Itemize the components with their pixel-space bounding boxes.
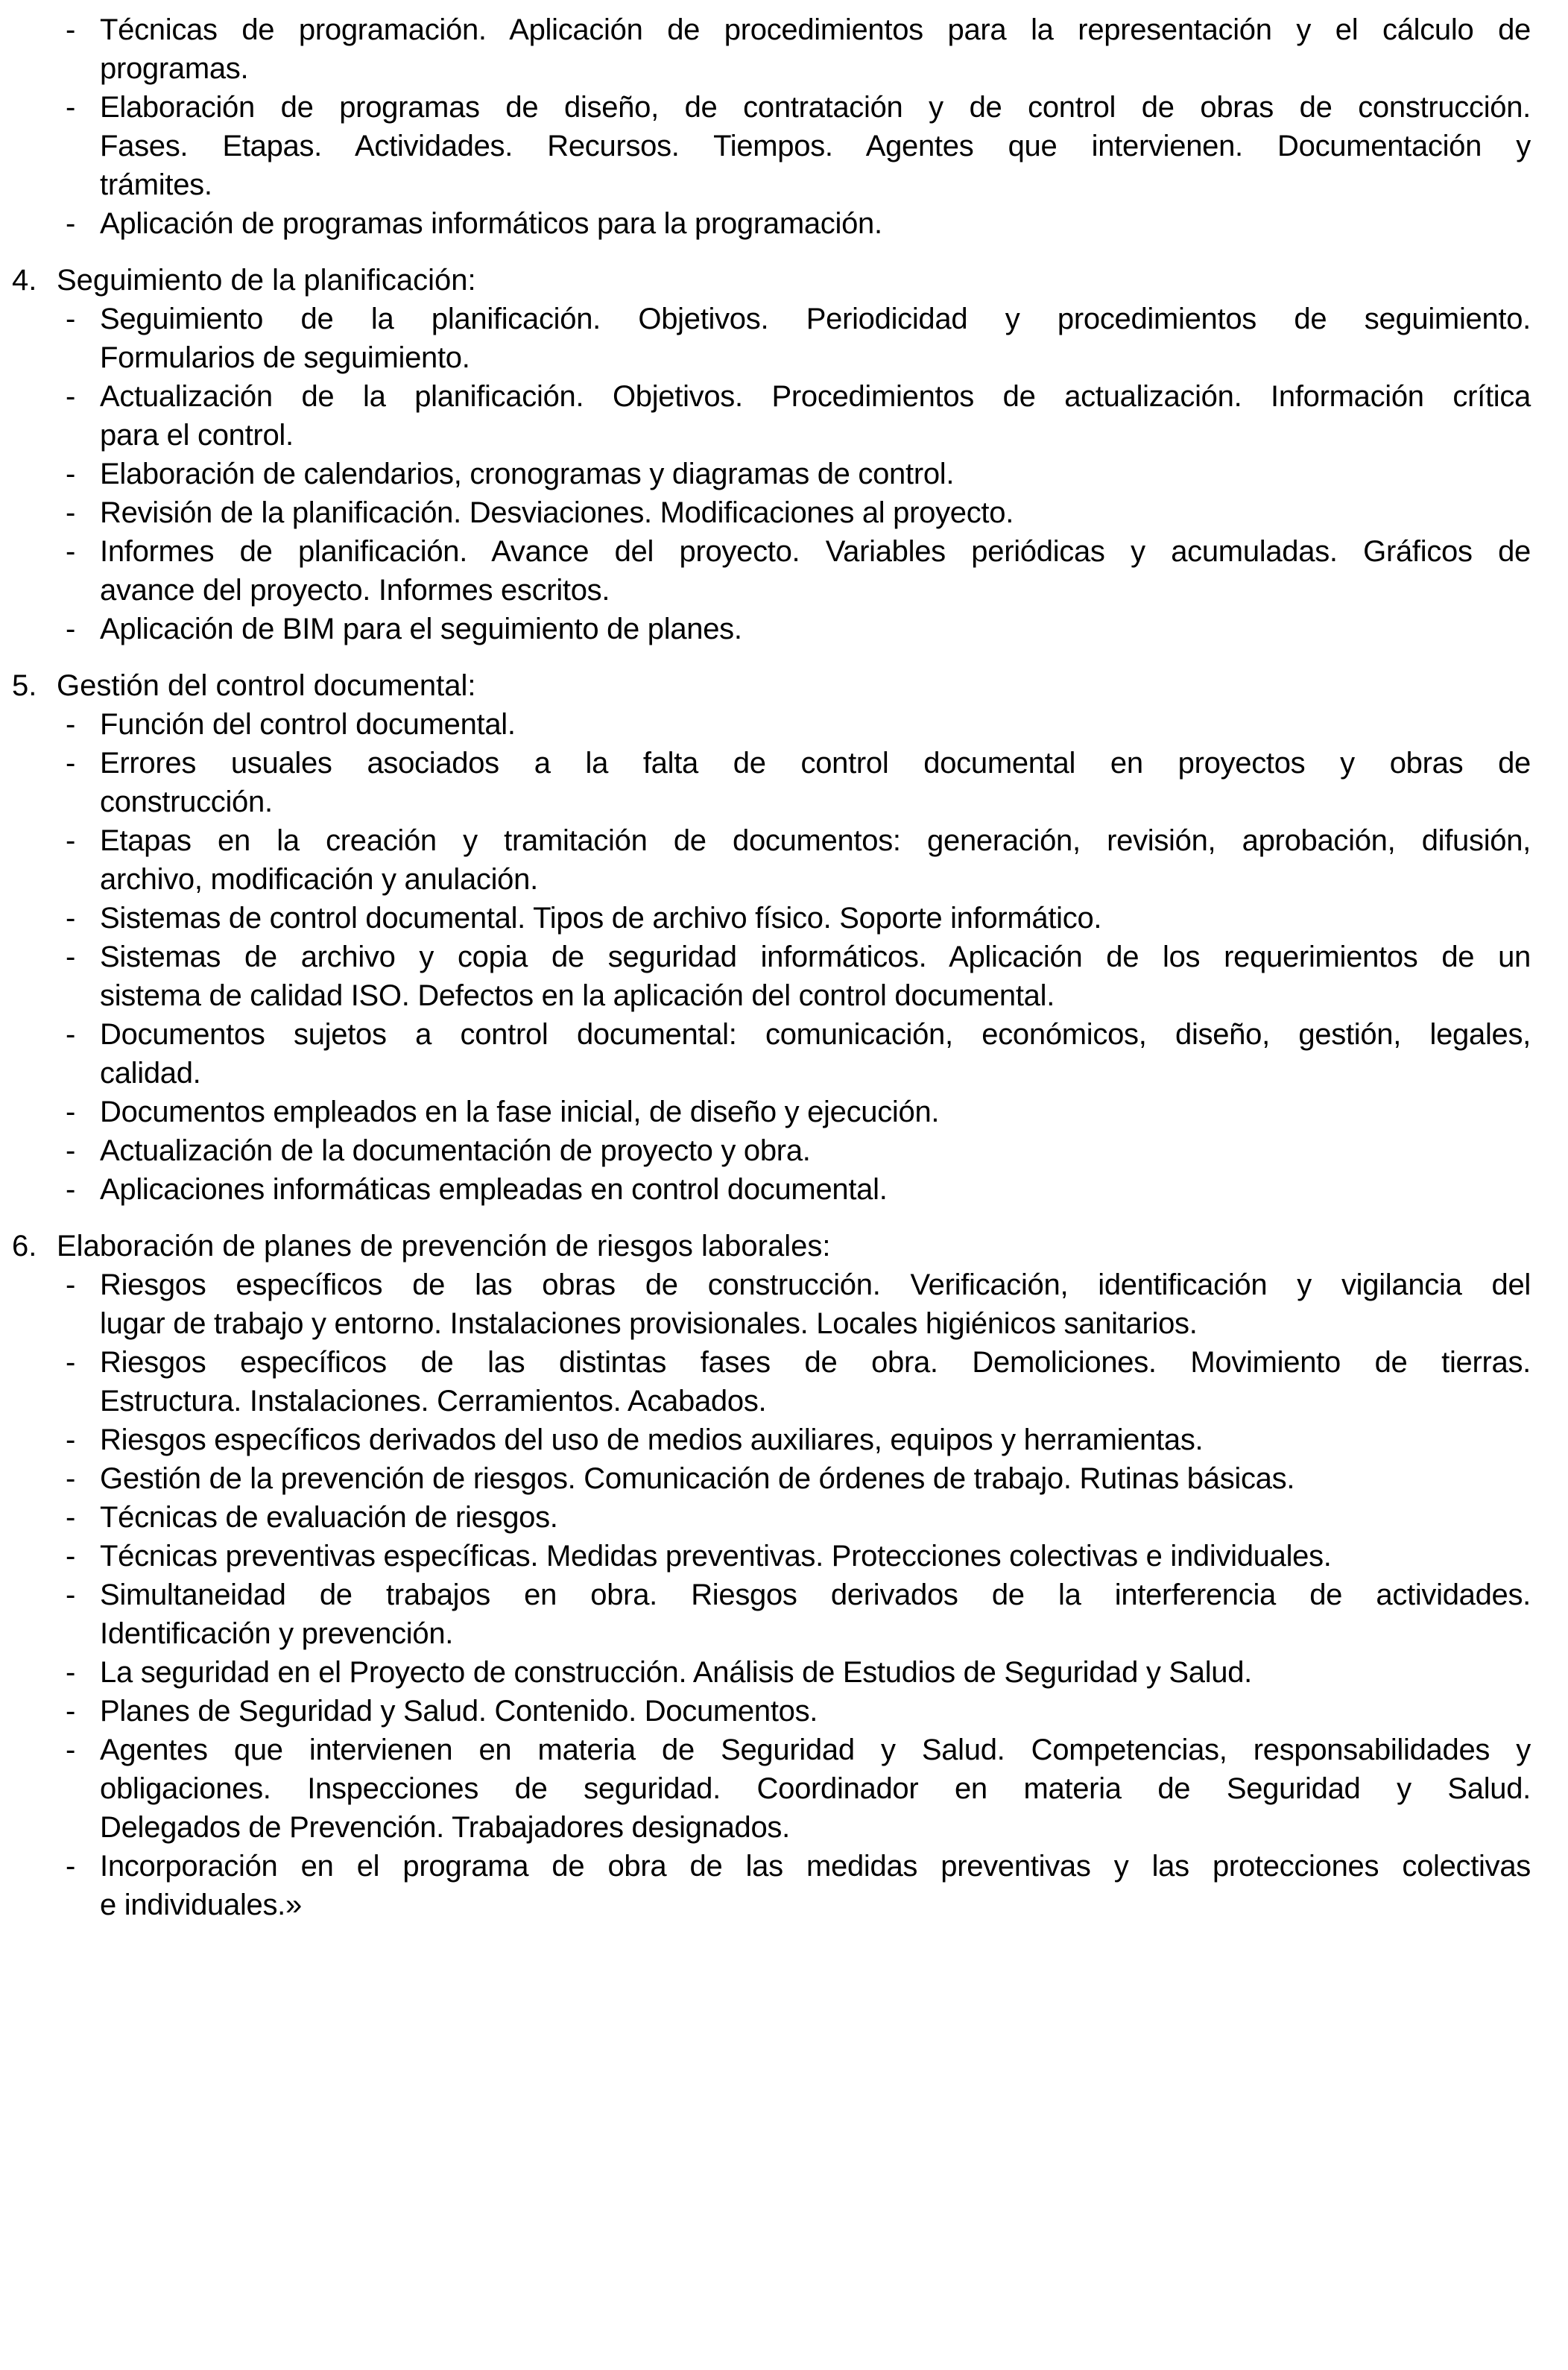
section-number: 5. bbox=[12, 669, 37, 702]
list-item-line: Identificación y prevención. bbox=[100, 1617, 454, 1650]
list-item bbox=[0, 821, 1568, 899]
list-item-line: Riesgos específicos derivados del uso de medios auxiliares, equipos y herramientas. bbox=[100, 1423, 1204, 1456]
list-item-line: e individuales.» bbox=[100, 1889, 302, 1921]
list-item-line: construcción. bbox=[100, 786, 273, 818]
bullet-dash: - bbox=[66, 1173, 76, 1206]
list-item-line: Errores usuales asociados a la falta de control documental en proyectos y obras de bbox=[100, 747, 1531, 780]
bullet-dash: - bbox=[66, 1423, 76, 1456]
list-item bbox=[0, 1265, 1568, 1343]
list-item-line: Actualización de la documentación de proyecto y obra. bbox=[100, 1134, 811, 1167]
list-item-line: Etapas en la creación y tramitación de documentos: generación, revisión, aprobación, difusión, bbox=[100, 824, 1531, 857]
list-item bbox=[0, 1653, 1568, 1692]
list-item bbox=[0, 744, 1568, 821]
list-item-line: Sistemas de control documental. Tipos de archivo físico. Soporte informático. bbox=[100, 902, 1102, 935]
section bbox=[0, 1227, 1568, 1924]
list-item-line: Simultaneidad de trabajos en obra. Riesgos derivados de la interferencia de actividades. bbox=[100, 1579, 1531, 1611]
list-item bbox=[0, 610, 1568, 648]
bullet-dash: - bbox=[66, 207, 76, 240]
list-item-line: Informes de planificación. Avance del proyecto. Variables periódicas y acumuladas. Gráficos de bbox=[100, 535, 1531, 568]
section-heading bbox=[0, 666, 1568, 705]
list-item-line: Técnicas de evaluación de riesgos. bbox=[100, 1501, 558, 1534]
list-item bbox=[0, 10, 1568, 88]
list-item bbox=[0, 1847, 1568, 1924]
list-item-line: Incorporación en el programa de obra de las medidas preventivas y las protecciones colectivas bbox=[100, 1850, 1531, 1883]
list-item-line: Formularios de seguimiento. bbox=[100, 341, 470, 374]
list-item-line: Técnicas preventivas específicas. Medidas preventivas. Protecciones colectivas e individuales. bbox=[100, 1540, 1332, 1573]
list-item-line: Documentos sujetos a control documental: comunicación, económicos, diseño, gestión, legales, bbox=[100, 1018, 1531, 1051]
list-item-line: Aplicaciones informáticas empleadas en control documental. bbox=[100, 1173, 888, 1206]
list-item-line: calidad. bbox=[100, 1057, 201, 1090]
list-item bbox=[0, 1537, 1568, 1576]
bullet-dash: - bbox=[66, 1096, 76, 1128]
list-item-line: Actualización de la planificación. Objetivos. Procedimientos de actualización. Información crítica bbox=[100, 380, 1531, 413]
list-item-line: trámites. bbox=[100, 168, 212, 201]
section-heading bbox=[0, 1227, 1568, 1265]
bullet-dash: - bbox=[66, 13, 76, 46]
bullet-dash: - bbox=[66, 458, 76, 490]
list-item bbox=[0, 1131, 1568, 1170]
list-item-line: Fases. Etapas. Actividades. Recursos. Tiempos. Agentes que intervienen. Documentación y bbox=[100, 130, 1531, 162]
list-item-line: La seguridad en el Proyecto de construcción. Análisis de Estudios de Seguridad y Salud. bbox=[100, 1656, 1252, 1689]
list-item bbox=[0, 493, 1568, 532]
section-title: Seguimiento de la planificación: bbox=[57, 264, 476, 297]
list-item-line: Riesgos específicos de las obras de construcción. Verificación, identificación y vigilancia del bbox=[100, 1268, 1531, 1301]
list-item bbox=[0, 1459, 1568, 1498]
list-item bbox=[0, 1421, 1568, 1459]
list-item-line: Función del control documental. bbox=[100, 708, 516, 741]
bullet-dash: - bbox=[66, 1346, 76, 1379]
list-item-line: Sistemas de archivo y copia de seguridad informáticos. Aplicación de los requerimientos de un bbox=[100, 941, 1531, 973]
bullet-dash: - bbox=[66, 1734, 76, 1766]
list-item-line: Agentes que intervienen en materia de Seguridad y Salud. Competencias, responsabilidades y bbox=[100, 1734, 1531, 1766]
bullet-dash: - bbox=[66, 1462, 76, 1495]
list-item-line: Elaboración de calendarios, cronogramas y diagramas de control. bbox=[100, 458, 955, 490]
bullet-dash: - bbox=[66, 747, 76, 780]
list-item-line: Riesgos específicos de las distintas fases de obra. Demoliciones. Movimiento de tierras. bbox=[100, 1346, 1531, 1379]
bullet-dash: - bbox=[66, 380, 76, 413]
list-item bbox=[0, 455, 1568, 493]
list-item bbox=[0, 300, 1568, 377]
section-heading bbox=[0, 261, 1568, 300]
list-item-line: Estructura. Instalaciones. Cerramientos. Acabados. bbox=[100, 1385, 767, 1418]
section-title: Elaboración de planes de prevención de riesgos laborales: bbox=[57, 1230, 831, 1263]
list-item bbox=[0, 1576, 1568, 1653]
list-item-line: Planes de Seguridad y Salud. Contenido. Documentos. bbox=[100, 1695, 818, 1728]
bullet-dash: - bbox=[66, 1134, 76, 1167]
list-item bbox=[0, 532, 1568, 610]
list-item bbox=[0, 204, 1568, 243]
list-item-line: Seguimiento de la planificación. Objetivos. Periodicidad y procedimientos de seguimiento. bbox=[100, 303, 1531, 335]
list-item-line: programas. bbox=[100, 52, 249, 85]
section bbox=[0, 10, 1568, 243]
list-item-line: Gestión de la prevención de riesgos. Comunicación de órdenes de trabajo. Rutinas básicas. bbox=[100, 1462, 1295, 1495]
list-item-line: archivo, modificación y anulación. bbox=[100, 863, 538, 896]
list-item bbox=[0, 899, 1568, 938]
list-item bbox=[0, 377, 1568, 455]
list-item bbox=[0, 1343, 1568, 1421]
list-item-line: obligaciones. Inspecciones de seguridad. Coordinador en materia de Seguridad y Salud. bbox=[100, 1772, 1531, 1805]
bullet-dash: - bbox=[66, 1540, 76, 1573]
bullet-dash: - bbox=[66, 1579, 76, 1611]
list-item bbox=[0, 1498, 1568, 1537]
bullet-dash: - bbox=[66, 902, 76, 935]
bullet-dash: - bbox=[66, 535, 76, 568]
bullet-dash: - bbox=[66, 303, 76, 335]
list-item-line: Técnicas de programación. Aplicación de procedimientos para la representación y el cálculo de bbox=[100, 13, 1531, 46]
bullet-dash: - bbox=[66, 1018, 76, 1051]
section bbox=[0, 666, 1568, 1209]
bullet-dash: - bbox=[66, 1656, 76, 1689]
list-item-line: para el control. bbox=[100, 419, 294, 452]
list-item bbox=[0, 1692, 1568, 1731]
bullet-dash: - bbox=[66, 1695, 76, 1728]
section-number: 4. bbox=[12, 264, 37, 297]
bullet-dash: - bbox=[66, 1850, 76, 1883]
list-item-line: Aplicación de programas informáticos para la programación. bbox=[100, 207, 882, 240]
bullet-dash: - bbox=[66, 496, 76, 529]
bullet-dash: - bbox=[66, 824, 76, 857]
list-item bbox=[0, 1170, 1568, 1209]
bullet-dash: - bbox=[66, 941, 76, 973]
list-item-line: avance del proyecto. Informes escritos. bbox=[100, 574, 610, 607]
list-item bbox=[0, 1093, 1568, 1131]
list-item-line: lugar de trabajo y entorno. Instalaciones provisionales. Locales higiénicos sanitarios. bbox=[100, 1307, 1198, 1340]
bullet-dash: - bbox=[66, 1268, 76, 1301]
section bbox=[0, 261, 1568, 648]
bullet-dash: - bbox=[66, 91, 76, 124]
list-item-line: Aplicación de BIM para el seguimiento de planes. bbox=[100, 613, 742, 645]
list-item-line: Delegados de Prevención. Trabajadores designados. bbox=[100, 1811, 790, 1844]
bullet-dash: - bbox=[66, 613, 76, 645]
list-item-line: sistema de calidad ISO. Defectos en la aplicación del control documental. bbox=[100, 979, 1055, 1012]
list-item-line: Documentos empleados en la fase inicial, de diseño y ejecución. bbox=[100, 1096, 940, 1128]
list-item-line: Revisión de la planificación. Desviaciones. Modificaciones al proyecto. bbox=[100, 496, 1014, 529]
list-item bbox=[0, 938, 1568, 1015]
list-item bbox=[0, 1015, 1568, 1093]
list-item bbox=[0, 705, 1568, 744]
bullet-dash: - bbox=[66, 708, 76, 741]
section-number: 6. bbox=[12, 1230, 37, 1263]
document-body bbox=[0, 10, 1568, 1942]
list-item-line: Elaboración de programas de diseño, de contratación y de control de obras de construcción. bbox=[100, 91, 1531, 124]
list-item bbox=[0, 88, 1568, 204]
section-title: Gestión del control documental: bbox=[57, 669, 476, 702]
list-item bbox=[0, 1731, 1568, 1847]
bullet-dash: - bbox=[66, 1501, 76, 1534]
